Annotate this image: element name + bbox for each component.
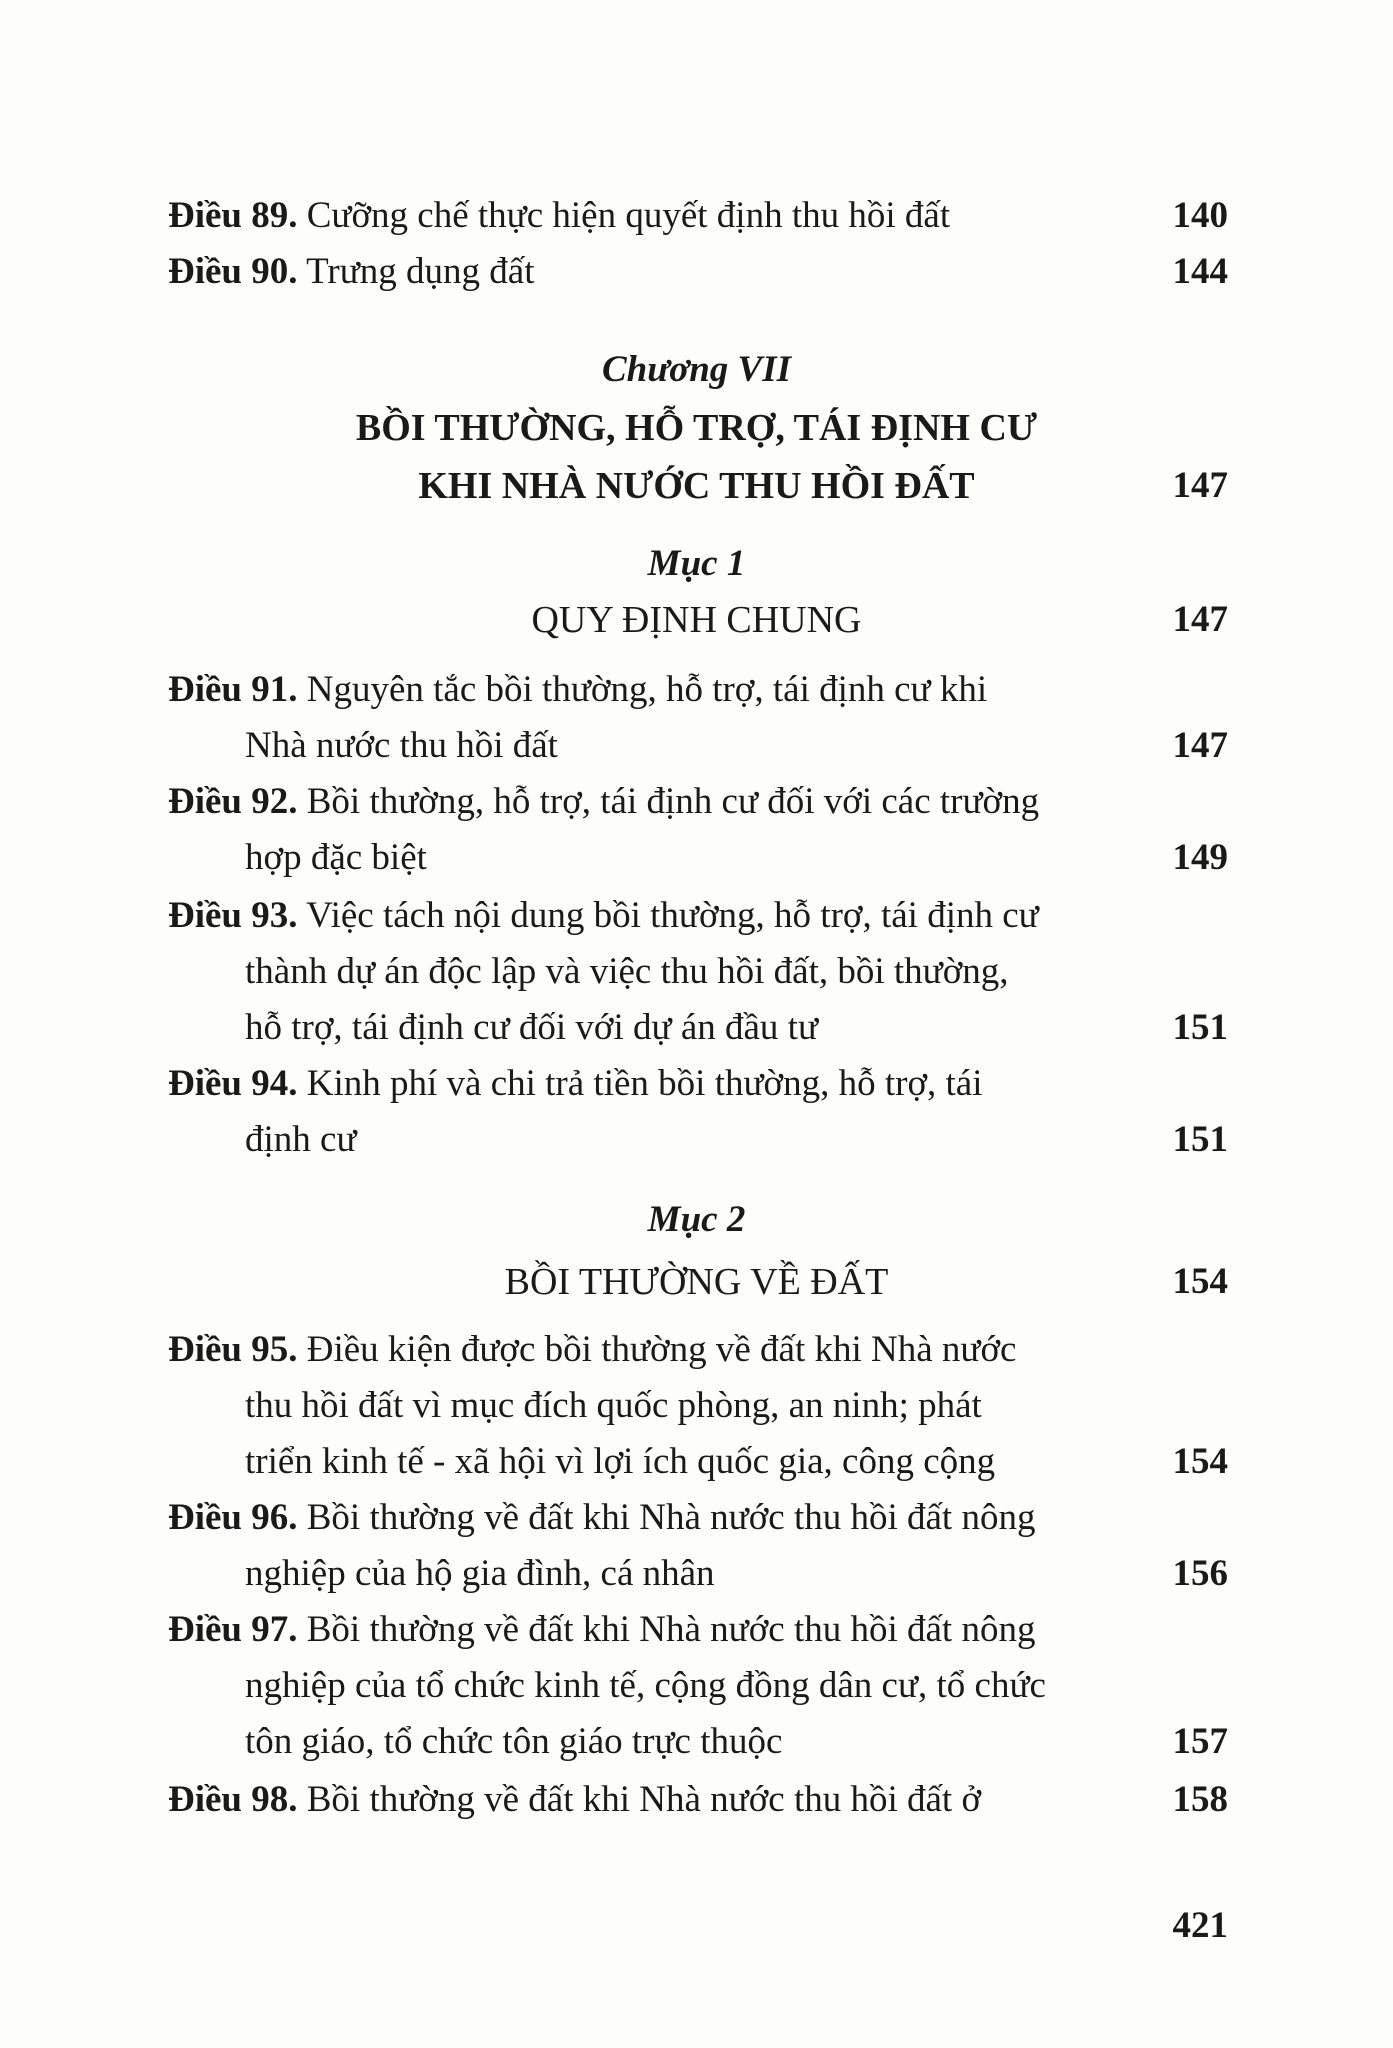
- article-title: hỗ trợ, tái định cư đối với dự án đầu tư: [245, 1007, 819, 1048]
- page-ref: 157: [1172, 1721, 1228, 1762]
- section-title: BỒI THƯỜNG VỀ ĐẤT: [504, 1261, 889, 1303]
- toc-entry-art95-cont: [0, 1432, 1393, 1492]
- toc-entry-art91: [0, 660, 1393, 720]
- page-ref: 147: [1172, 599, 1228, 640]
- page-ref: 144: [1172, 251, 1228, 292]
- article-label: Điều 93.: [168, 895, 298, 936]
- article-label: Điều 97.: [168, 1609, 298, 1650]
- article-label: Điều 90.: [168, 251, 298, 292]
- article-title: Nguyên tắc bồi thường, hỗ trợ, tái định cư khi: [306, 669, 988, 710]
- toc-entry-art95: [0, 1320, 1393, 1380]
- article-title: Trưng dụng đất: [306, 251, 535, 292]
- chapter-title-line-1: [0, 398, 1393, 458]
- toc-entry-art96-cont: [0, 1544, 1393, 1604]
- chapter-title: KHI NHÀ NƯỚC THU HỒI ĐẤT: [418, 465, 975, 507]
- chapter-heading: [0, 340, 1393, 400]
- toc-entry-art91-cont: [0, 716, 1393, 776]
- article-title: Kinh phí và chi trả tiền bồi thường, hỗ trợ, tái: [306, 1063, 983, 1104]
- toc-entry-art92: [0, 772, 1393, 832]
- page-ref: 154: [1172, 1261, 1228, 1302]
- section-title-row: [0, 590, 1393, 650]
- article-title: nghiệp của tổ chức kinh tế, cộng đồng dân cư, tổ chức: [245, 1665, 1046, 1706]
- section-label: Mục 2: [647, 1199, 746, 1240]
- article-label: Điều 98.: [168, 1779, 298, 1820]
- article-title: Bồi thường về đất khi Nhà nước thu hồi đất ở: [306, 1779, 982, 1820]
- toc-entry-art97-cont: [0, 1656, 1393, 1716]
- article-title: nghiệp của hộ gia đình, cá nhân: [245, 1553, 715, 1594]
- toc-entry-art93-cont: [0, 998, 1393, 1058]
- article-title: Bồi thường, hỗ trợ, tái định cư đối với các trường: [306, 781, 1040, 822]
- section-title-row: [0, 1252, 1393, 1312]
- article-title: triển kinh tế - xã hội vì lợi ích quốc gia, công cộng: [245, 1441, 996, 1482]
- article-label: Điều 91.: [168, 669, 298, 710]
- page-ref: 158: [1172, 1779, 1228, 1820]
- section-heading: [0, 1190, 1393, 1250]
- toc-entry-art97: [0, 1600, 1393, 1660]
- article-title: thành dự án độc lập và việc thu hồi đất, bồi thường,: [245, 951, 1009, 992]
- section-heading: [0, 534, 1393, 594]
- toc-entry-art98: [0, 1770, 1393, 1830]
- page-ref: 154: [1172, 1441, 1228, 1482]
- article-title: Bồi thường về đất khi Nhà nước thu hồi đất nông: [306, 1609, 1036, 1650]
- page-ref: 147: [1172, 725, 1228, 766]
- page-ref: 151: [1172, 1119, 1228, 1160]
- article-label: Điều 95.: [168, 1329, 298, 1370]
- page-ref: 149: [1172, 837, 1228, 878]
- chapter-label: Chương VII: [601, 349, 792, 390]
- article-label: Điều 94.: [168, 1063, 298, 1104]
- toc-entry-art89: [0, 186, 1393, 246]
- article-title: tôn giáo, tổ chức tôn giáo trực thuộc: [245, 1721, 783, 1762]
- chapter-title: BỒI THƯỜNG, HỖ TRỢ, TÁI ĐỊNH CƯ: [355, 407, 1038, 449]
- toc-entry-art94-cont: [0, 1110, 1393, 1170]
- page-ref: 151: [1172, 1007, 1228, 1048]
- article-title: Bồi thường về đất khi Nhà nước thu hồi đất nông: [306, 1497, 1036, 1538]
- chapter-title-line-2: [0, 456, 1393, 516]
- article-title: định cư: [245, 1119, 357, 1160]
- article-title: Điều kiện được bồi thường về đất khi Nhà nước: [306, 1329, 1017, 1370]
- article-title: thu hồi đất vì mục đích quốc phòng, an ninh; phát: [245, 1385, 982, 1426]
- section-label: Mục 1: [647, 543, 746, 584]
- toc-entry-art96: [0, 1488, 1393, 1548]
- article-label: Điều 92.: [168, 781, 298, 822]
- article-title: hợp đặc biệt: [245, 837, 427, 878]
- toc-entry-art94: [0, 1054, 1393, 1114]
- toc-entry-art97-cont: [0, 1712, 1393, 1772]
- article-title: Nhà nước thu hồi đất: [245, 725, 558, 766]
- article-label: Điều 89.: [168, 195, 298, 236]
- toc-entry-art92-cont: [0, 828, 1393, 888]
- toc-entry-art95-cont: [0, 1376, 1393, 1436]
- article-title: Cưỡng chế thực hiện quyết định thu hồi đất: [306, 195, 951, 236]
- toc-entry-art93: [0, 886, 1393, 946]
- page-ref: 140: [1172, 195, 1228, 236]
- page-number: 421: [1172, 1905, 1228, 1946]
- page-ref: 147: [1172, 465, 1228, 506]
- article-label: Điều 96.: [168, 1497, 298, 1538]
- toc-entry-art90: [0, 242, 1393, 302]
- article-title: Việc tách nội dung bồi thường, hỗ trợ, tái định cư: [306, 895, 1039, 936]
- toc-entry-art93-cont: [0, 942, 1393, 1002]
- page-ref: 156: [1172, 1553, 1228, 1594]
- section-title: QUY ĐỊNH CHUNG: [531, 599, 862, 641]
